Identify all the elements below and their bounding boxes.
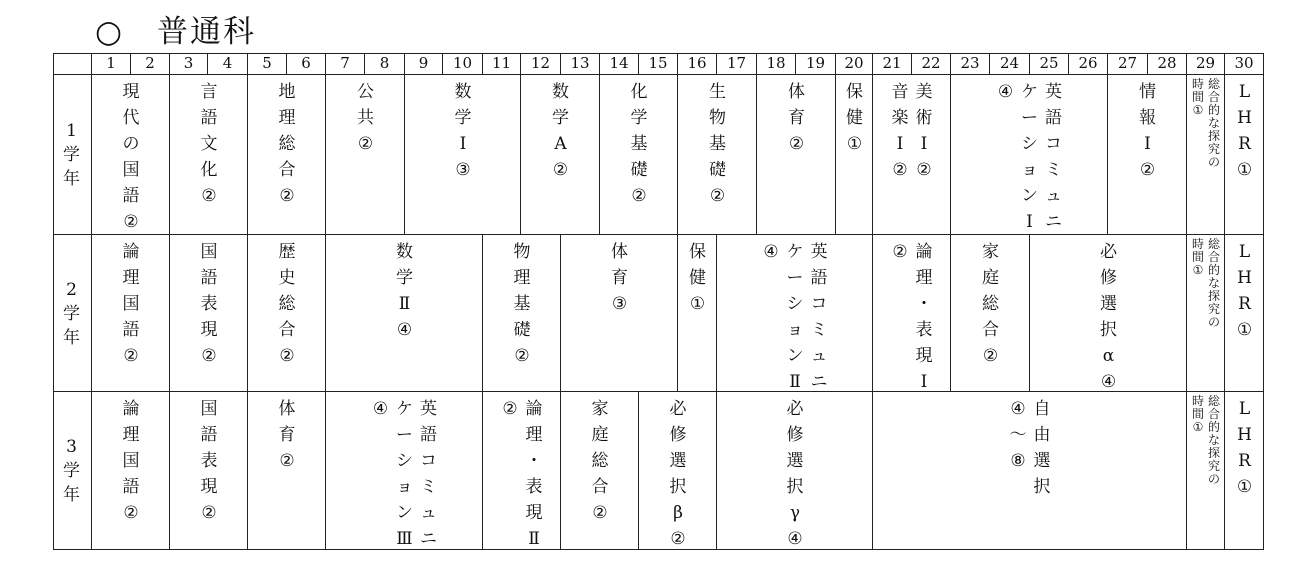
- period-header-cell: [248, 53, 287, 75]
- subject-text: 総 合 的 な 探 究 の: [1207, 394, 1220, 486]
- subject-text: 数 学 A ②: [552, 82, 569, 180]
- period-header-cell: [639, 53, 678, 75]
- subject-text: 時 間 ①: [1191, 394, 1204, 434]
- period-header-cell: [170, 53, 208, 75]
- subject-text: 数 学 Ⅱ ④: [396, 242, 413, 340]
- period-header-cell: [757, 53, 796, 75]
- subject-text: 公 共 ②: [357, 82, 374, 154]
- period-number: 15: [648, 54, 668, 72]
- grade-1-label: 1 学 年: [63, 121, 80, 189]
- period-number: 10: [452, 54, 473, 72]
- period-number: 20: [844, 54, 864, 72]
- period-number: 29: [1195, 54, 1216, 72]
- period-number: 9: [418, 54, 429, 72]
- period-header-cell: [873, 53, 912, 75]
- period-header-cell: [1187, 53, 1225, 75]
- subject-text: 論 理 国 語 ②: [122, 399, 140, 523]
- subject-text: 体 育 ③: [611, 242, 628, 314]
- period-header-cell: [678, 53, 717, 75]
- subject-text: 情 報 Ⅰ ②: [1139, 82, 1156, 180]
- subject-text: 生 物 基 礎 ②: [709, 82, 726, 206]
- period-header-cell: [326, 53, 365, 75]
- period-header-cell: [208, 53, 248, 75]
- subject-text: 家 庭 総 合 ②: [982, 242, 999, 366]
- period-header-cell: [1069, 53, 1108, 75]
- corner-cell: [53, 53, 92, 75]
- period-header-cell: [405, 53, 443, 75]
- period-number: 22: [921, 54, 941, 72]
- period-number: 23: [960, 54, 980, 72]
- subject-text: 物 理 基 礎 ②: [513, 242, 531, 366]
- page-title: ○ 普通科: [95, 14, 257, 50]
- period-header-cell: [836, 53, 873, 75]
- period-number: 26: [1078, 54, 1098, 72]
- subject-text: ケ ー シ ョ ン Ⅲ: [396, 399, 413, 549]
- period-header-cell: [1225, 53, 1264, 75]
- subject-text: 論 理 ・ 表 現 Ⅱ: [525, 399, 543, 549]
- subject-text: 英 語 コ ミ ュ ニ: [420, 399, 437, 549]
- subject-text: ②: [502, 399, 518, 419]
- period-header-cell: [1030, 53, 1069, 75]
- subject-text: 体 育 ②: [788, 82, 805, 154]
- period-header-cell: [287, 53, 326, 75]
- period-number: 19: [805, 54, 826, 72]
- period-number: 28: [1157, 54, 1177, 72]
- subject-text: 国 語 表 現 ②: [200, 242, 218, 366]
- period-number: 14: [609, 54, 629, 72]
- period-header-cell: [92, 53, 131, 75]
- period-header-cell: [521, 53, 561, 75]
- period-number: 12: [530, 54, 551, 72]
- period-number: 21: [882, 54, 902, 72]
- subject-text: 保 健 ①: [689, 242, 706, 314]
- subject-text: 時 間 ①: [1191, 77, 1204, 117]
- period-number: 4: [222, 54, 233, 72]
- period-number: 27: [1117, 54, 1138, 72]
- subject-text: ②: [892, 242, 908, 262]
- period-number: 5: [262, 54, 272, 72]
- subject-text: 必 修 選 択 α ④: [1100, 242, 1117, 392]
- period-header-cell: [912, 53, 951, 75]
- subject-text: 自 由 選 択: [1033, 399, 1051, 497]
- subject-text: 英 語 コ ミ ュ ニ: [1045, 82, 1062, 232]
- subject-text: ケ ー シ ョ ン Ⅰ: [1021, 82, 1038, 232]
- period-header-cell: [990, 53, 1030, 75]
- subject-text: 数 学 Ⅰ ③: [454, 82, 472, 180]
- period-header-cell: [600, 53, 639, 75]
- subject-text: 美 術 Ⅰ ②: [915, 82, 933, 180]
- subject-text: ④: [763, 242, 779, 262]
- subject-text: 地 理 総 合 ②: [278, 82, 296, 206]
- period-number: 30: [1234, 54, 1254, 72]
- period-number: 8: [379, 54, 390, 72]
- period-header-cell: [131, 53, 170, 75]
- period-number: 17: [726, 54, 747, 72]
- period-number: 3: [183, 54, 194, 72]
- subject-text: 必 修 選 択 β ②: [669, 399, 687, 549]
- period-number: 11: [491, 54, 512, 72]
- period-header-cell: [951, 53, 990, 75]
- period-number: 2: [145, 54, 155, 72]
- subject-text: ④ ～ ⑧: [1009, 399, 1027, 471]
- subject-text: 言 語 文 化 ②: [200, 82, 218, 206]
- period-header-cell: [365, 53, 405, 75]
- period-number: 25: [1039, 54, 1059, 72]
- subject-text: 論 理 国 語 ②: [122, 242, 140, 366]
- subject-text: 論 理 ・ 表 現 Ⅰ: [915, 242, 933, 392]
- period-number: 13: [570, 54, 590, 72]
- period-header-cell: [1108, 53, 1148, 75]
- subject-text: 家 庭 総 合 ②: [591, 399, 609, 523]
- period-header-cell: [796, 53, 836, 75]
- subject-text: 現 代 の 国 語 ②: [122, 82, 140, 232]
- period-number: 1: [106, 54, 116, 72]
- period-number: 18: [766, 54, 786, 72]
- subject-text: 英 語 コ ミ ュ ニ: [810, 242, 828, 392]
- subject-text: 歴 史 総 合 ②: [278, 242, 296, 366]
- subject-text: 国 語 表 現 ②: [200, 399, 218, 523]
- subject-text: ④: [372, 399, 389, 419]
- grade-3-label: 3 学 年: [63, 437, 80, 505]
- period-header-cell: [561, 53, 600, 75]
- grade-2-label: 2 学 年: [63, 279, 80, 348]
- period-number: 6: [301, 54, 311, 72]
- period-header-cell: [717, 53, 757, 75]
- subject-text: L H R ①: [1236, 399, 1253, 497]
- period-header-cell: [443, 53, 483, 75]
- period-header-cell: [483, 53, 521, 75]
- subject-text: 化 学 基 礎 ②: [630, 82, 648, 206]
- subject-text: ④: [997, 82, 1014, 102]
- subject-text: 必 修 選 択 γ ④: [786, 399, 804, 549]
- subject-text: 総 合 的 な 探 究 の: [1207, 237, 1220, 329]
- subject-text: 時 間 ①: [1191, 237, 1204, 277]
- subject-text: L H R ①: [1236, 242, 1253, 340]
- period-number: 16: [687, 54, 707, 72]
- period-number: 24: [999, 54, 1020, 72]
- period-header-cell: [1148, 53, 1187, 75]
- subject-text: 体 育 ②: [278, 399, 296, 471]
- subject-text: L H R ①: [1236, 82, 1253, 180]
- period-number: 7: [340, 54, 350, 72]
- subject-text: ケ ー シ ョ ン Ⅱ: [786, 242, 804, 392]
- subject-text: 保 健 ①: [846, 82, 863, 154]
- subject-text: 総 合 的 な 探 究 の: [1207, 77, 1220, 169]
- subject-text: 音 楽 Ⅰ ②: [891, 82, 909, 180]
